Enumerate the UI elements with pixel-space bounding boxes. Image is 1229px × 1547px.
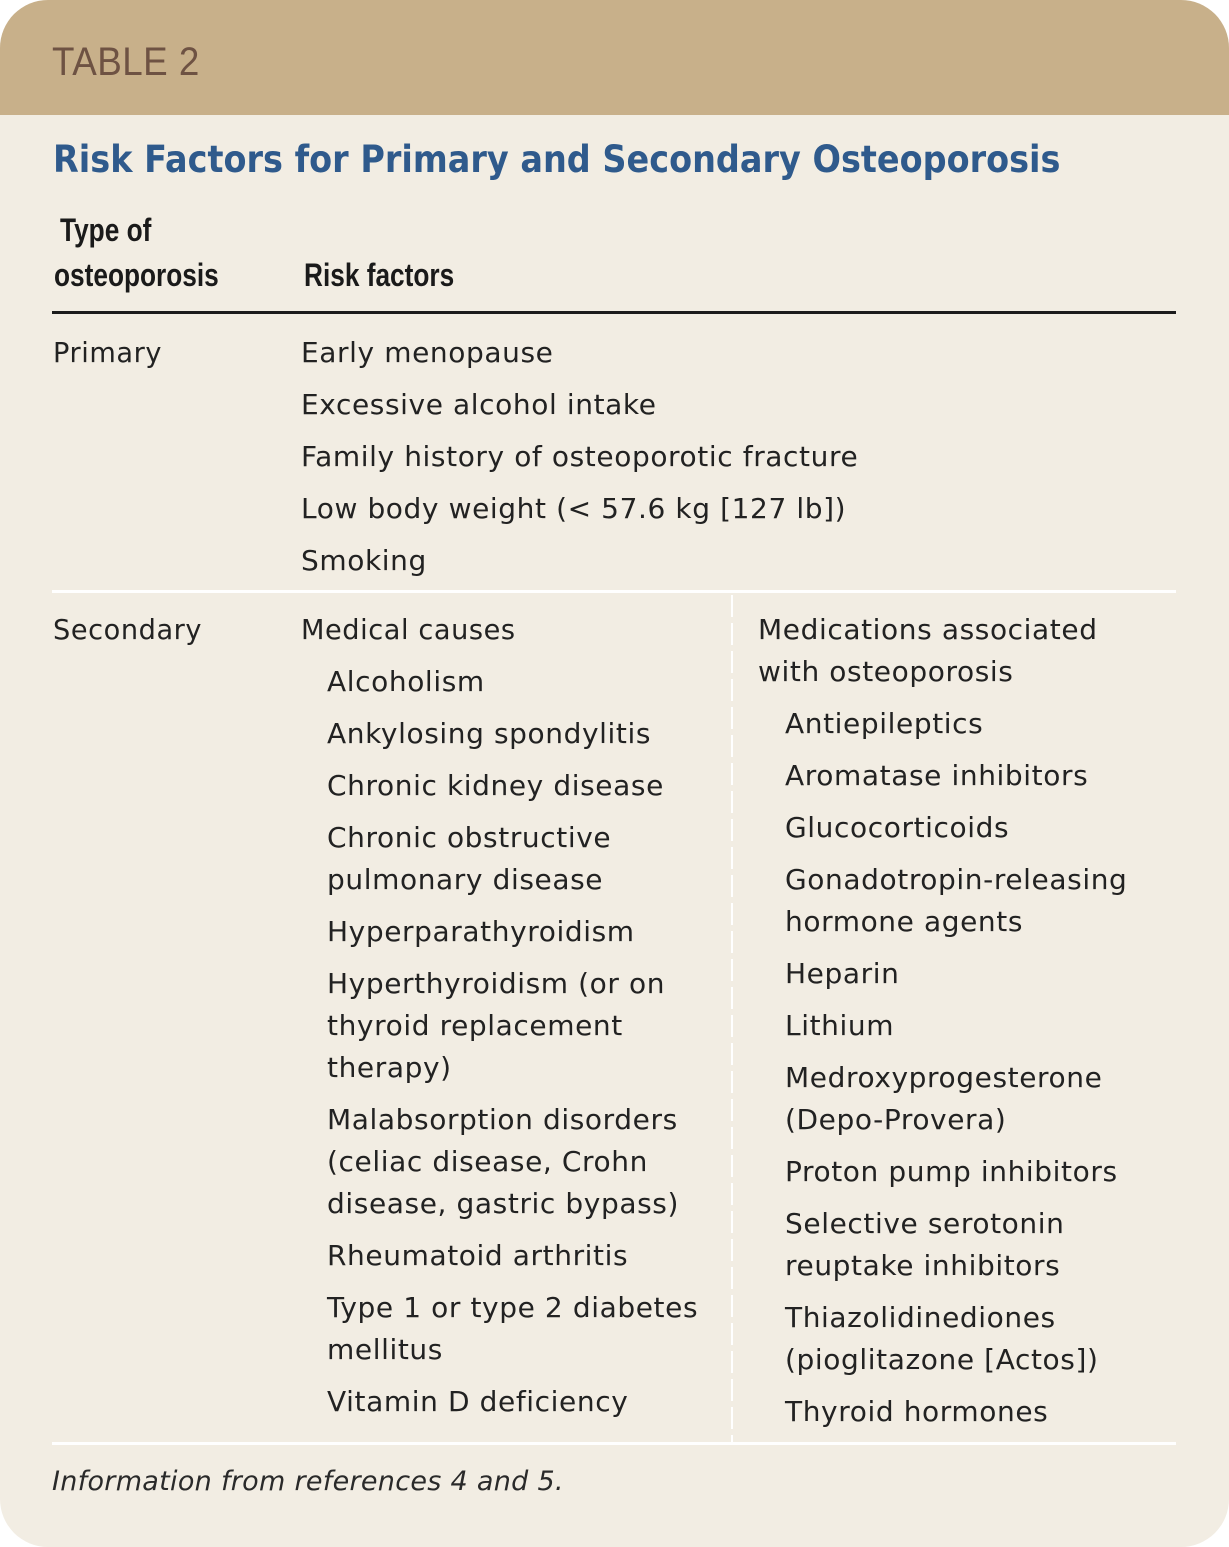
medical-causes-heading: Medical causes (301, 613, 516, 646)
list-item: Glucocorticoids (785, 811, 1010, 844)
list-item: Gonadotropin-releasing hormone agents (785, 863, 1128, 938)
list-item: Chronic kidney disease (327, 769, 664, 802)
header-band (0, 0, 1229, 115)
list-item: Lithium (785, 1009, 895, 1042)
list-item: Medroxyprogesterone (Depo-Provera) (785, 1061, 1103, 1136)
list-item: Thiazolidinediones (pioglitazone [Actos]) (785, 1301, 1099, 1376)
row-divider (52, 590, 1176, 593)
list-item: Thyroid hormones (785, 1395, 1049, 1428)
list-item: Family history of osteoporotic fracture (301, 440, 859, 473)
list-item: Hyperparathyroidism (327, 915, 635, 948)
medications-heading: Medications associated with osteoporosis (758, 613, 1098, 688)
column-header-type-line2: osteoporosis (54, 257, 219, 293)
list-item: Vitamin D deficiency (327, 1385, 629, 1418)
medications-heading-wrap (758, 609, 1098, 703)
table-label: TABLE 2 (52, 40, 200, 84)
list-item: Antiepileptics (785, 707, 984, 740)
row-type-secondary: Secondary (53, 613, 203, 646)
table-title: Risk Factors for Primary and Secondary Osteoporosis (53, 138, 1061, 181)
column-header-type-line1: Type of (60, 212, 152, 248)
primary-factor-list (301, 332, 858, 592)
list-item: Malabsorption disorders (celiac disease, Crohn disease, gastric bypass) (327, 1103, 679, 1220)
column-divider-dashed (731, 595, 733, 1443)
list-item: Alcoholism (327, 665, 485, 698)
list-item: Excessive alcohol intake (301, 388, 657, 421)
list-item: Ankylosing spondylitis (327, 717, 652, 750)
list-item: Chronic obstructive pulmonary disease (327, 821, 612, 896)
medical-causes-list (327, 661, 698, 1433)
list-item: Rheumatoid arthritis (327, 1239, 629, 1272)
medications-list (785, 703, 1127, 1443)
list-item: Type 1 or type 2 diabetes mellitus (327, 1291, 699, 1366)
table-bottom-rule (52, 1442, 1176, 1445)
list-item: Proton pump inhibitors (785, 1155, 1118, 1188)
header-rule (52, 311, 1176, 314)
list-item: Selective serotonin reuptake inhibitors (785, 1207, 1065, 1282)
column-header-risk-factors: Risk factors (304, 257, 455, 293)
list-item: Heparin (785, 957, 900, 990)
list-item: Aromatase inhibitors (785, 759, 1089, 792)
row-type-primary: Primary (53, 336, 163, 369)
list-item: Hyperthyroidism (or on thyroid replacement therapy) (327, 967, 666, 1084)
list-item: Low body weight (< 57.6 kg [127 lb]) (301, 492, 847, 525)
list-item: Early menopause (301, 336, 554, 369)
list-item: Smoking (301, 544, 427, 577)
footnote: Information from references 4 and 5. (52, 1466, 564, 1497)
